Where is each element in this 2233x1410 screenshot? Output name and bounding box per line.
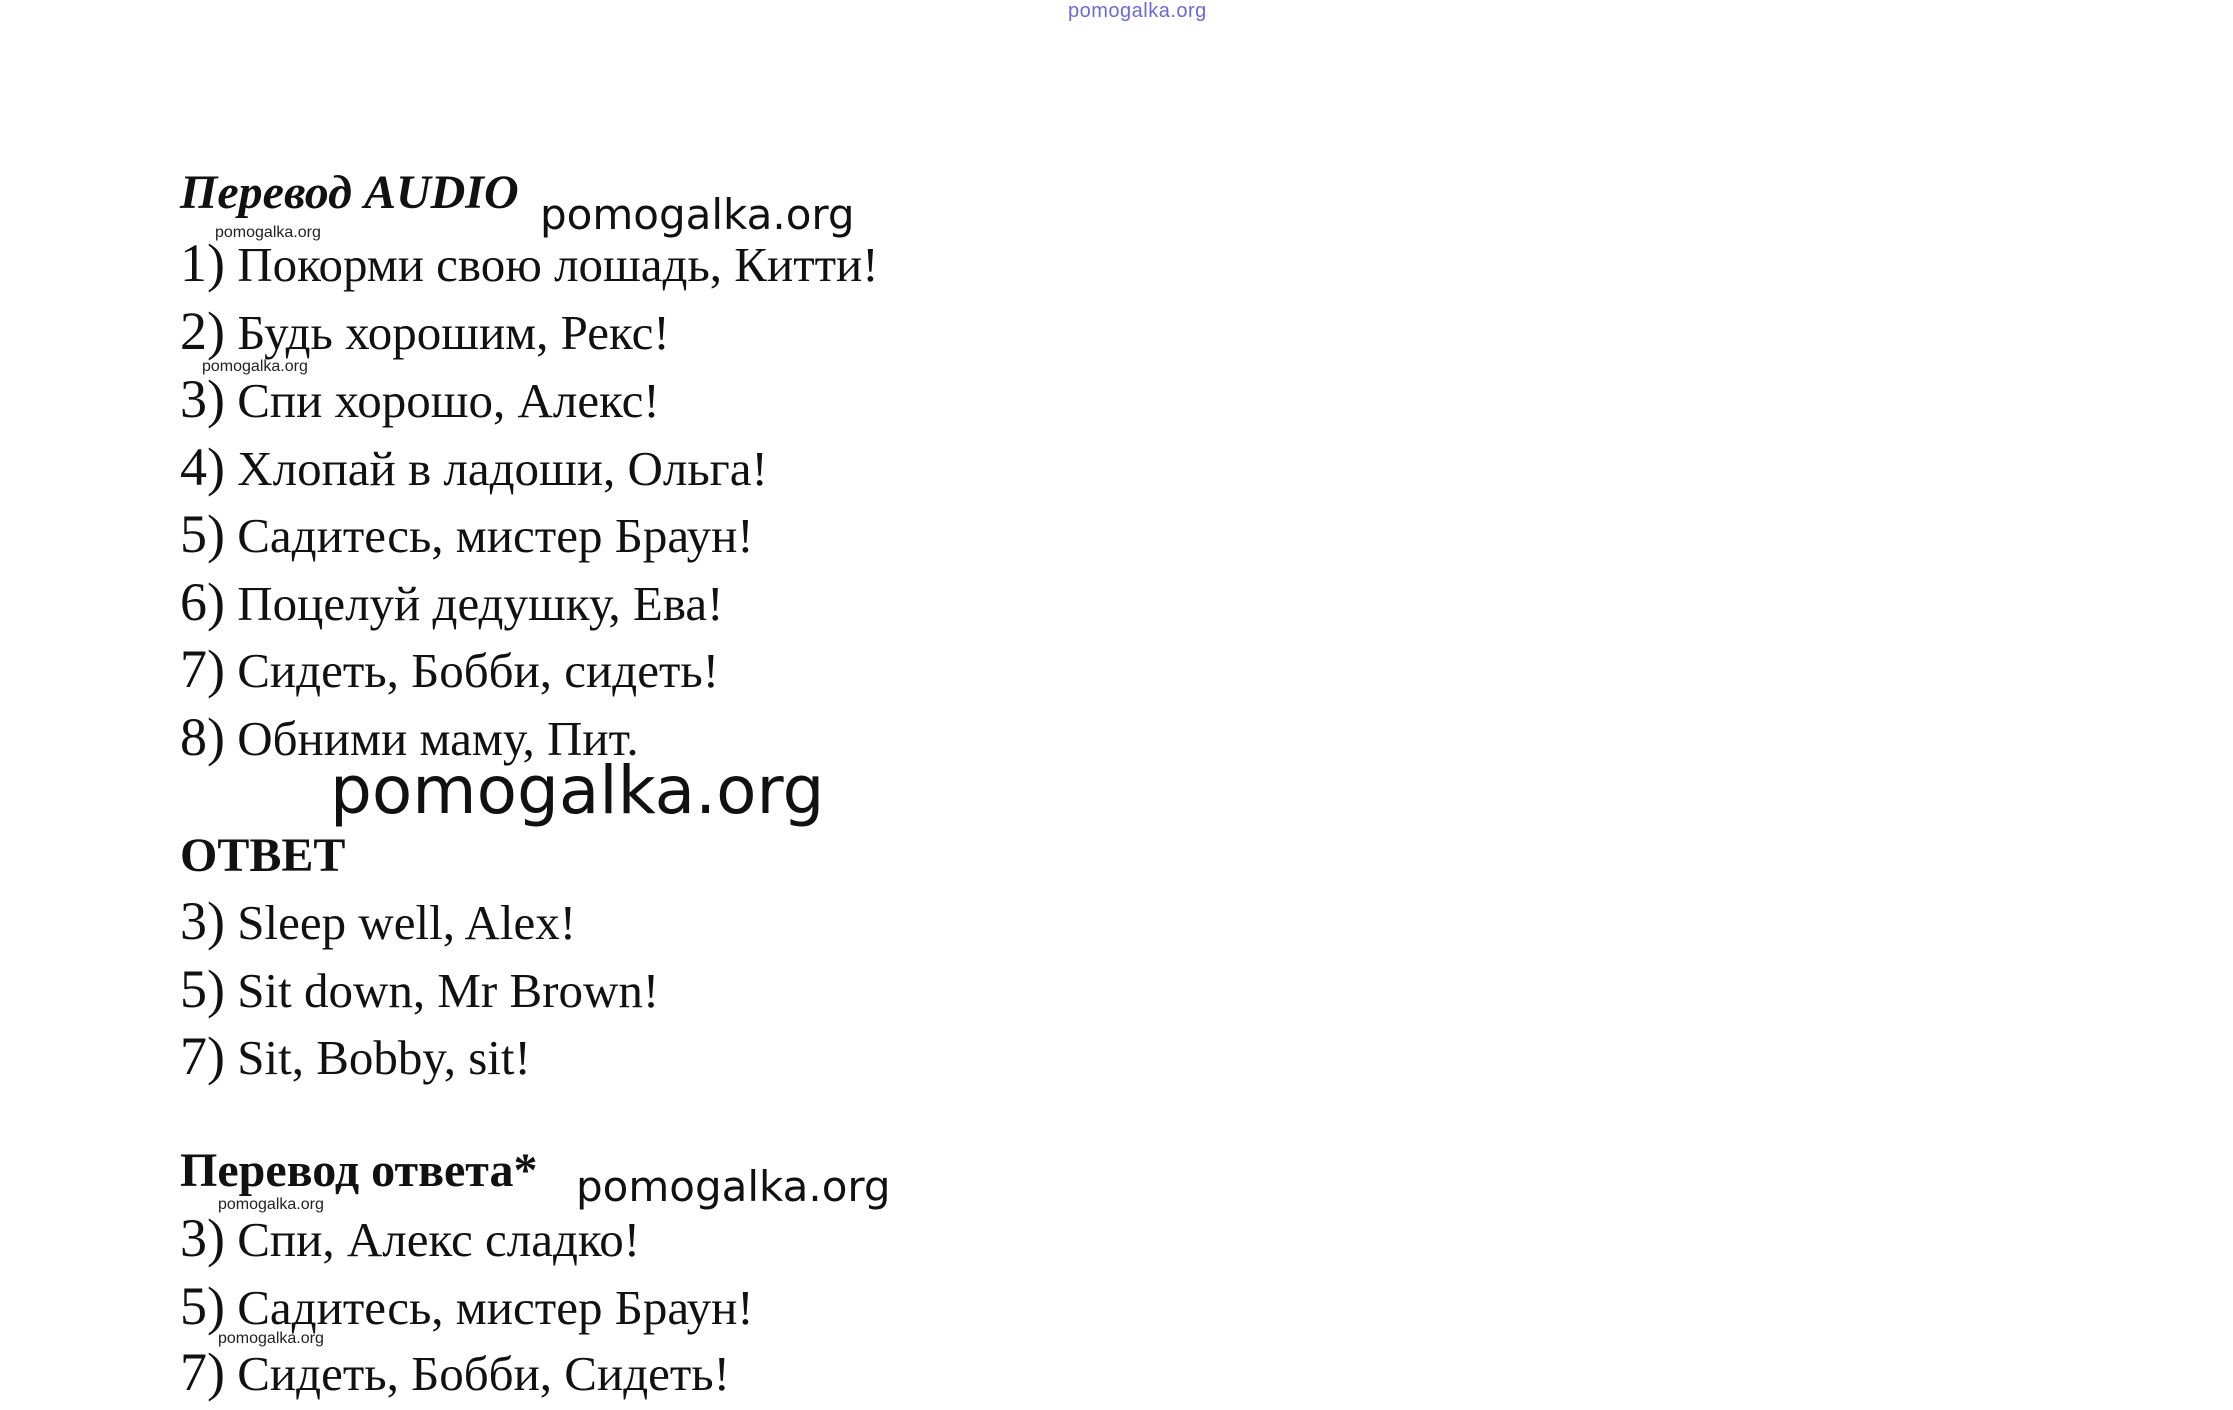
answer-item-number: 5) xyxy=(180,959,225,1019)
audio-item-7 xyxy=(180,638,719,700)
audio-item-text: Будь хорошим, Рекс! xyxy=(237,305,670,360)
audio-section-title: Перевод AUDIO xyxy=(180,166,519,219)
watermark-small-2: pomogalka.org xyxy=(202,358,308,375)
audio-item-number: 2) xyxy=(180,301,225,361)
answer-translation-title: Перевод ответа* xyxy=(180,1144,538,1197)
audio-item-1 xyxy=(180,232,879,294)
answer-item-text: Sit down, Mr Brown! xyxy=(237,963,660,1018)
answer-section-title: ОТВЕТ xyxy=(180,829,346,882)
translation-item-number: 3) xyxy=(180,1208,225,1268)
answer-item-1 xyxy=(180,890,576,952)
watermark-large: pomogalka.org xyxy=(330,752,825,829)
translation-item-3 xyxy=(180,1341,730,1403)
translation-item-2 xyxy=(180,1275,754,1337)
watermark-medium-1: pomogalka.org xyxy=(540,190,855,239)
top-watermark: pomogalka.org xyxy=(1068,0,1207,22)
audio-item-text: Сидеть, Бобби, сидеть! xyxy=(237,643,720,698)
audio-item-text: Обними маму, Пит. xyxy=(237,711,639,766)
audio-item-number: 5) xyxy=(180,504,225,564)
answer-item-number: 3) xyxy=(180,891,225,951)
translation-item-text: Спи, Алекс сладко! xyxy=(237,1212,641,1267)
answer-item-text: Sit, Bobby, sit! xyxy=(237,1030,531,1085)
audio-item-text: Хлопай в ладоши, Ольга! xyxy=(237,441,768,496)
audio-item-number: 1) xyxy=(180,233,225,293)
audio-item-text: Спи хорошо, Алекс! xyxy=(237,373,660,428)
answer-item-number: 7) xyxy=(180,1026,225,1086)
answer-item-2 xyxy=(180,958,659,1020)
translation-item-text: Садитесь, мистер Браун! xyxy=(237,1280,754,1335)
audio-item-number: 4) xyxy=(180,437,225,497)
translation-item-number: 5) xyxy=(180,1276,225,1336)
watermark-small-3: pomogalka.org xyxy=(218,1196,324,1213)
answer-item-3 xyxy=(180,1025,531,1087)
audio-item-6 xyxy=(180,571,723,633)
audio-item-number: 6) xyxy=(180,572,225,632)
audio-item-number: 8) xyxy=(180,707,225,767)
audio-item-text: Поцелуй дедушку, Ева! xyxy=(237,576,724,631)
audio-item-number: 7) xyxy=(180,639,225,699)
watermark-small-4: pomogalka.org xyxy=(218,1330,324,1347)
audio-item-2 xyxy=(180,300,670,362)
audio-item-number: 3) xyxy=(180,369,225,429)
audio-item-4 xyxy=(180,436,768,498)
translation-item-number: 7) xyxy=(180,1342,225,1402)
watermark-small-1: pomogalka.org xyxy=(215,224,321,241)
translation-item-1 xyxy=(180,1207,640,1269)
translation-item-text: Сидеть, Бобби, Сидеть! xyxy=(237,1346,730,1401)
audio-item-text: Покорми свою лошадь, Китти! xyxy=(237,237,879,292)
audio-item-text: Садитесь, мистер Браун! xyxy=(237,508,754,563)
answer-item-text: Sleep well, Alex! xyxy=(237,895,577,950)
audio-item-3 xyxy=(180,368,660,430)
watermark-medium-2: pomogalka.org xyxy=(576,1162,891,1211)
audio-item-5 xyxy=(180,503,754,565)
